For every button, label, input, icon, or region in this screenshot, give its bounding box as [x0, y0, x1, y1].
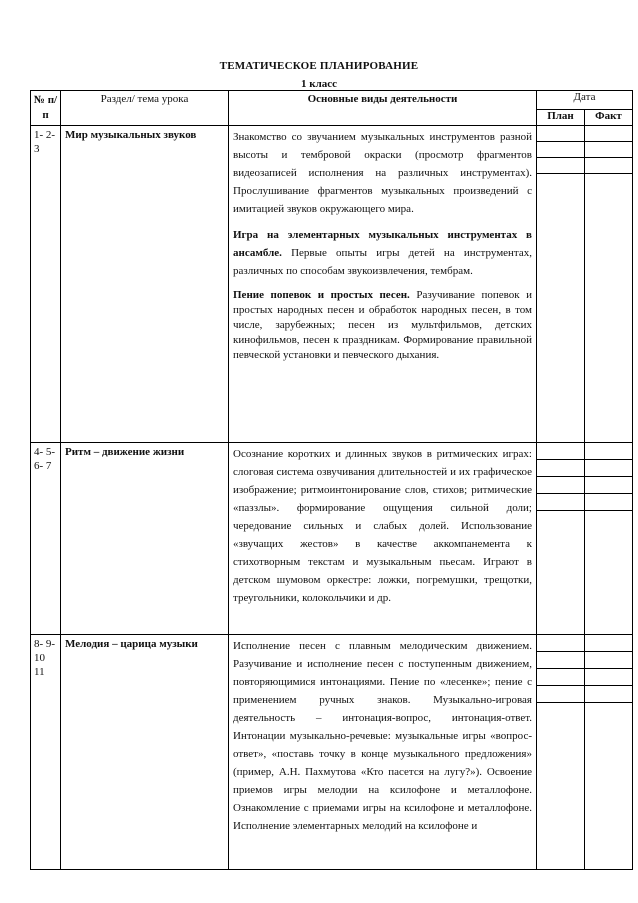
- lesson-number: 1- 2- 3: [31, 126, 61, 443]
- grade-subtitle: 1 класс: [300, 78, 338, 90]
- document-title: ТЕМАТИЧЕСКОЕ ПЛАНИРОВАНИЕ: [219, 60, 419, 72]
- lesson-activities: [229, 635, 537, 870]
- header-date: Дата: [537, 91, 633, 110]
- table-row: [31, 126, 633, 443]
- plan-date-cell[interactable]: [537, 126, 585, 443]
- activity-text: Разучивание попевок и простых народных песен и обработок народных песен, в том числе, зарубежных; песен из мультфильмов, детских кинофильмов, песен к праздникам. Формирование правильной певческой установки и певческого дыхания.: [233, 289, 532, 361]
- fact-date-cell[interactable]: [585, 443, 633, 635]
- planning-table: [30, 90, 633, 870]
- lesson-number: 8- 9- 10 11: [31, 635, 61, 870]
- activity-bold: Пение попевок и простых песен.: [233, 289, 410, 301]
- activity-text: Исполнение песен с плавным мелодическим движением. Разучивание и исполнение песен с поступенным движением, повторяющимися интонациями. Пение по «лесенке»; пение с применением ручных знаков. Музыкально-игровая деятельность – интонация-вопрос, интонация-ответ. Интонации музыкально-речевые: музыкальные игры «вопрос-ответ», «поставь точку в конце музыкального предложения» (пример, А.Н. Пахмутова «Кто пасется на лугу?»). Освоение приемов игры мелодии на ксилофоне и металлофоне. Ознакомление с приемами игры на ксилофоне и металлофоне. Исполнение элементарных мелодий на ксилофоне и: [233, 640, 532, 832]
- activity-text: Осознание коротких и длинных звуков в ритмических играх: слоговая система озвучивания длительностей и их графическое изображение; ритмоинтонирование слов, стихов; ритмические «паззлы». формирование ощущения сильной доли; чередование сильных и слабых долей. Использование «звучащих жестов» в качестве аккомпанемента к стихотворным текстам и музыкальным пьесам. Играют в детском шумовом оркестре: ложки, погремушки, трещотки, треугольники, колокольчики и др.: [233, 448, 532, 604]
- plan-date-cell[interactable]: [537, 635, 585, 870]
- lesson-activities: [229, 126, 537, 443]
- lesson-activities: [229, 443, 537, 635]
- header-section: Раздел/ тема урока: [61, 91, 229, 126]
- fact-date-cell[interactable]: [585, 126, 633, 443]
- header-fact: Факт: [585, 110, 633, 126]
- plan-date-cell[interactable]: [537, 443, 585, 635]
- lesson-topic: Мир музыкальных звуков: [61, 126, 229, 443]
- lesson-topic: Ритм – движение жизни: [61, 443, 229, 635]
- lesson-number: 4- 5- 6- 7: [31, 443, 61, 635]
- header-plan: План: [537, 110, 585, 126]
- table-row: [31, 443, 633, 635]
- header-num: № п/п: [31, 91, 61, 126]
- lesson-topic: Мелодия – царица музыки: [61, 635, 229, 870]
- activity-bold: Игра на элементарных музыкальных инструментах в ансамбле.: [233, 229, 532, 259]
- fact-date-cell[interactable]: [585, 635, 633, 870]
- table-row: [31, 635, 633, 870]
- activity-text: Знакомство со звучанием музыкальных инструментов разной высоты и тембровой окраски (просмотр фрагментов видеозаписей исполнения на различных инструментах). Прослушивание фрагментов музыкальных произведений с имитацией звуков окружающего мира.: [233, 131, 532, 215]
- header-activities: Основные виды деятельности: [229, 91, 537, 126]
- activity-text: Первые опыты игры детей на инструментах, различных по способам звукоизвлечения, тембрам.: [233, 247, 532, 277]
